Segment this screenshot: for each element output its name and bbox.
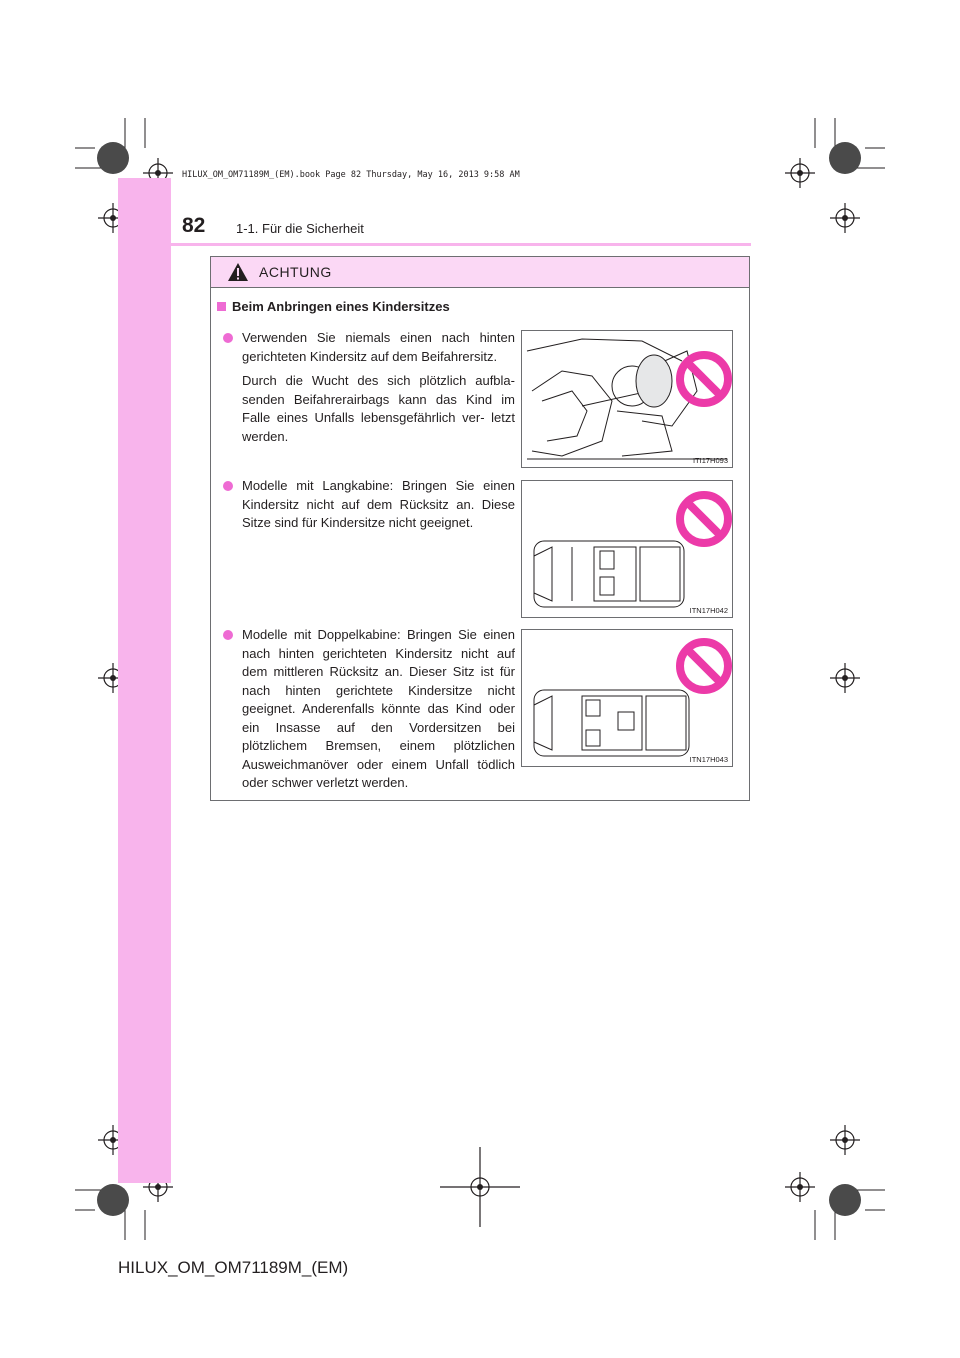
square-bullet-icon: [217, 302, 226, 311]
page-number: 82: [182, 214, 206, 237]
margin-tab: [118, 178, 171, 1183]
prohibition-icon: [680, 355, 728, 403]
warning-header: [211, 257, 749, 288]
figure-label: ITI17H093: [692, 456, 728, 465]
book-info: HILUX_OM_OM71189M_(EM).book Page 82 Thursday, May 16, 2013 9:58 AM: [182, 170, 520, 180]
warning-item-2: Modelle mit Langkabine: Bringen Sie einen Kindersitz nicht auf dem Rücksitz an. Diese Sitze sind für Kindersitze nicht geeignet.: [223, 477, 515, 533]
bullet-icon: [223, 481, 233, 491]
figure-label: ITN17H043: [689, 755, 728, 764]
bullet-icon: [223, 333, 233, 343]
warning-title: ACHTUNG: [259, 264, 332, 280]
footer-doc-id: HILUX_OM_OM71189M_(EM): [118, 1258, 349, 1277]
warning-subheading: Beim Anbringen eines Kindersitzes: [217, 299, 450, 314]
airbag-illustration: [522, 331, 732, 467]
header-rule: [118, 243, 751, 246]
section-title: 1-1. Für die Sicherheit: [236, 221, 364, 236]
prohibition-icon: [680, 642, 728, 690]
long-cab-illustration: [522, 481, 732, 617]
warning-item-1: Verwenden Sie niemals einen nach hinten gerichteten Kindersitz auf dem Beifahrersitz. Durch die Wucht des sich plötzlich aufbla- senden Beifahrerairbags kann das Kind im Falle eines Unfalls lebensgefährlich ver- letzt werden.: [223, 329, 515, 446]
warning-box: [210, 256, 750, 801]
figure-airbag: [521, 330, 733, 468]
prohibition-icon: [680, 495, 728, 543]
bullet-icon: [223, 630, 233, 640]
figure-label: ITN17H042: [689, 606, 728, 615]
double-cab-illustration: [522, 630, 732, 766]
figure-long-cab: [521, 480, 733, 618]
warning-item-3: Modelle mit Doppelkabine: Bringen Sie einen nach hinten gerichteten Kindersitz nicht auf dem mittleren Rücksitz an. Dieser Sitz ist für nach hinten gerichtete Kindersitze nicht geeignet. Anderenfalls könnte das Kind oder ein Insasse auf den Vordersitzen bei plötzlichem Bremsen, einem plötzlichen Ausweichmanöver oder einem Unfall tödlich oder schwer verletzt werden.: [223, 626, 515, 793]
warning-triangle-icon: [227, 262, 249, 282]
figure-double-cab: [521, 629, 733, 767]
